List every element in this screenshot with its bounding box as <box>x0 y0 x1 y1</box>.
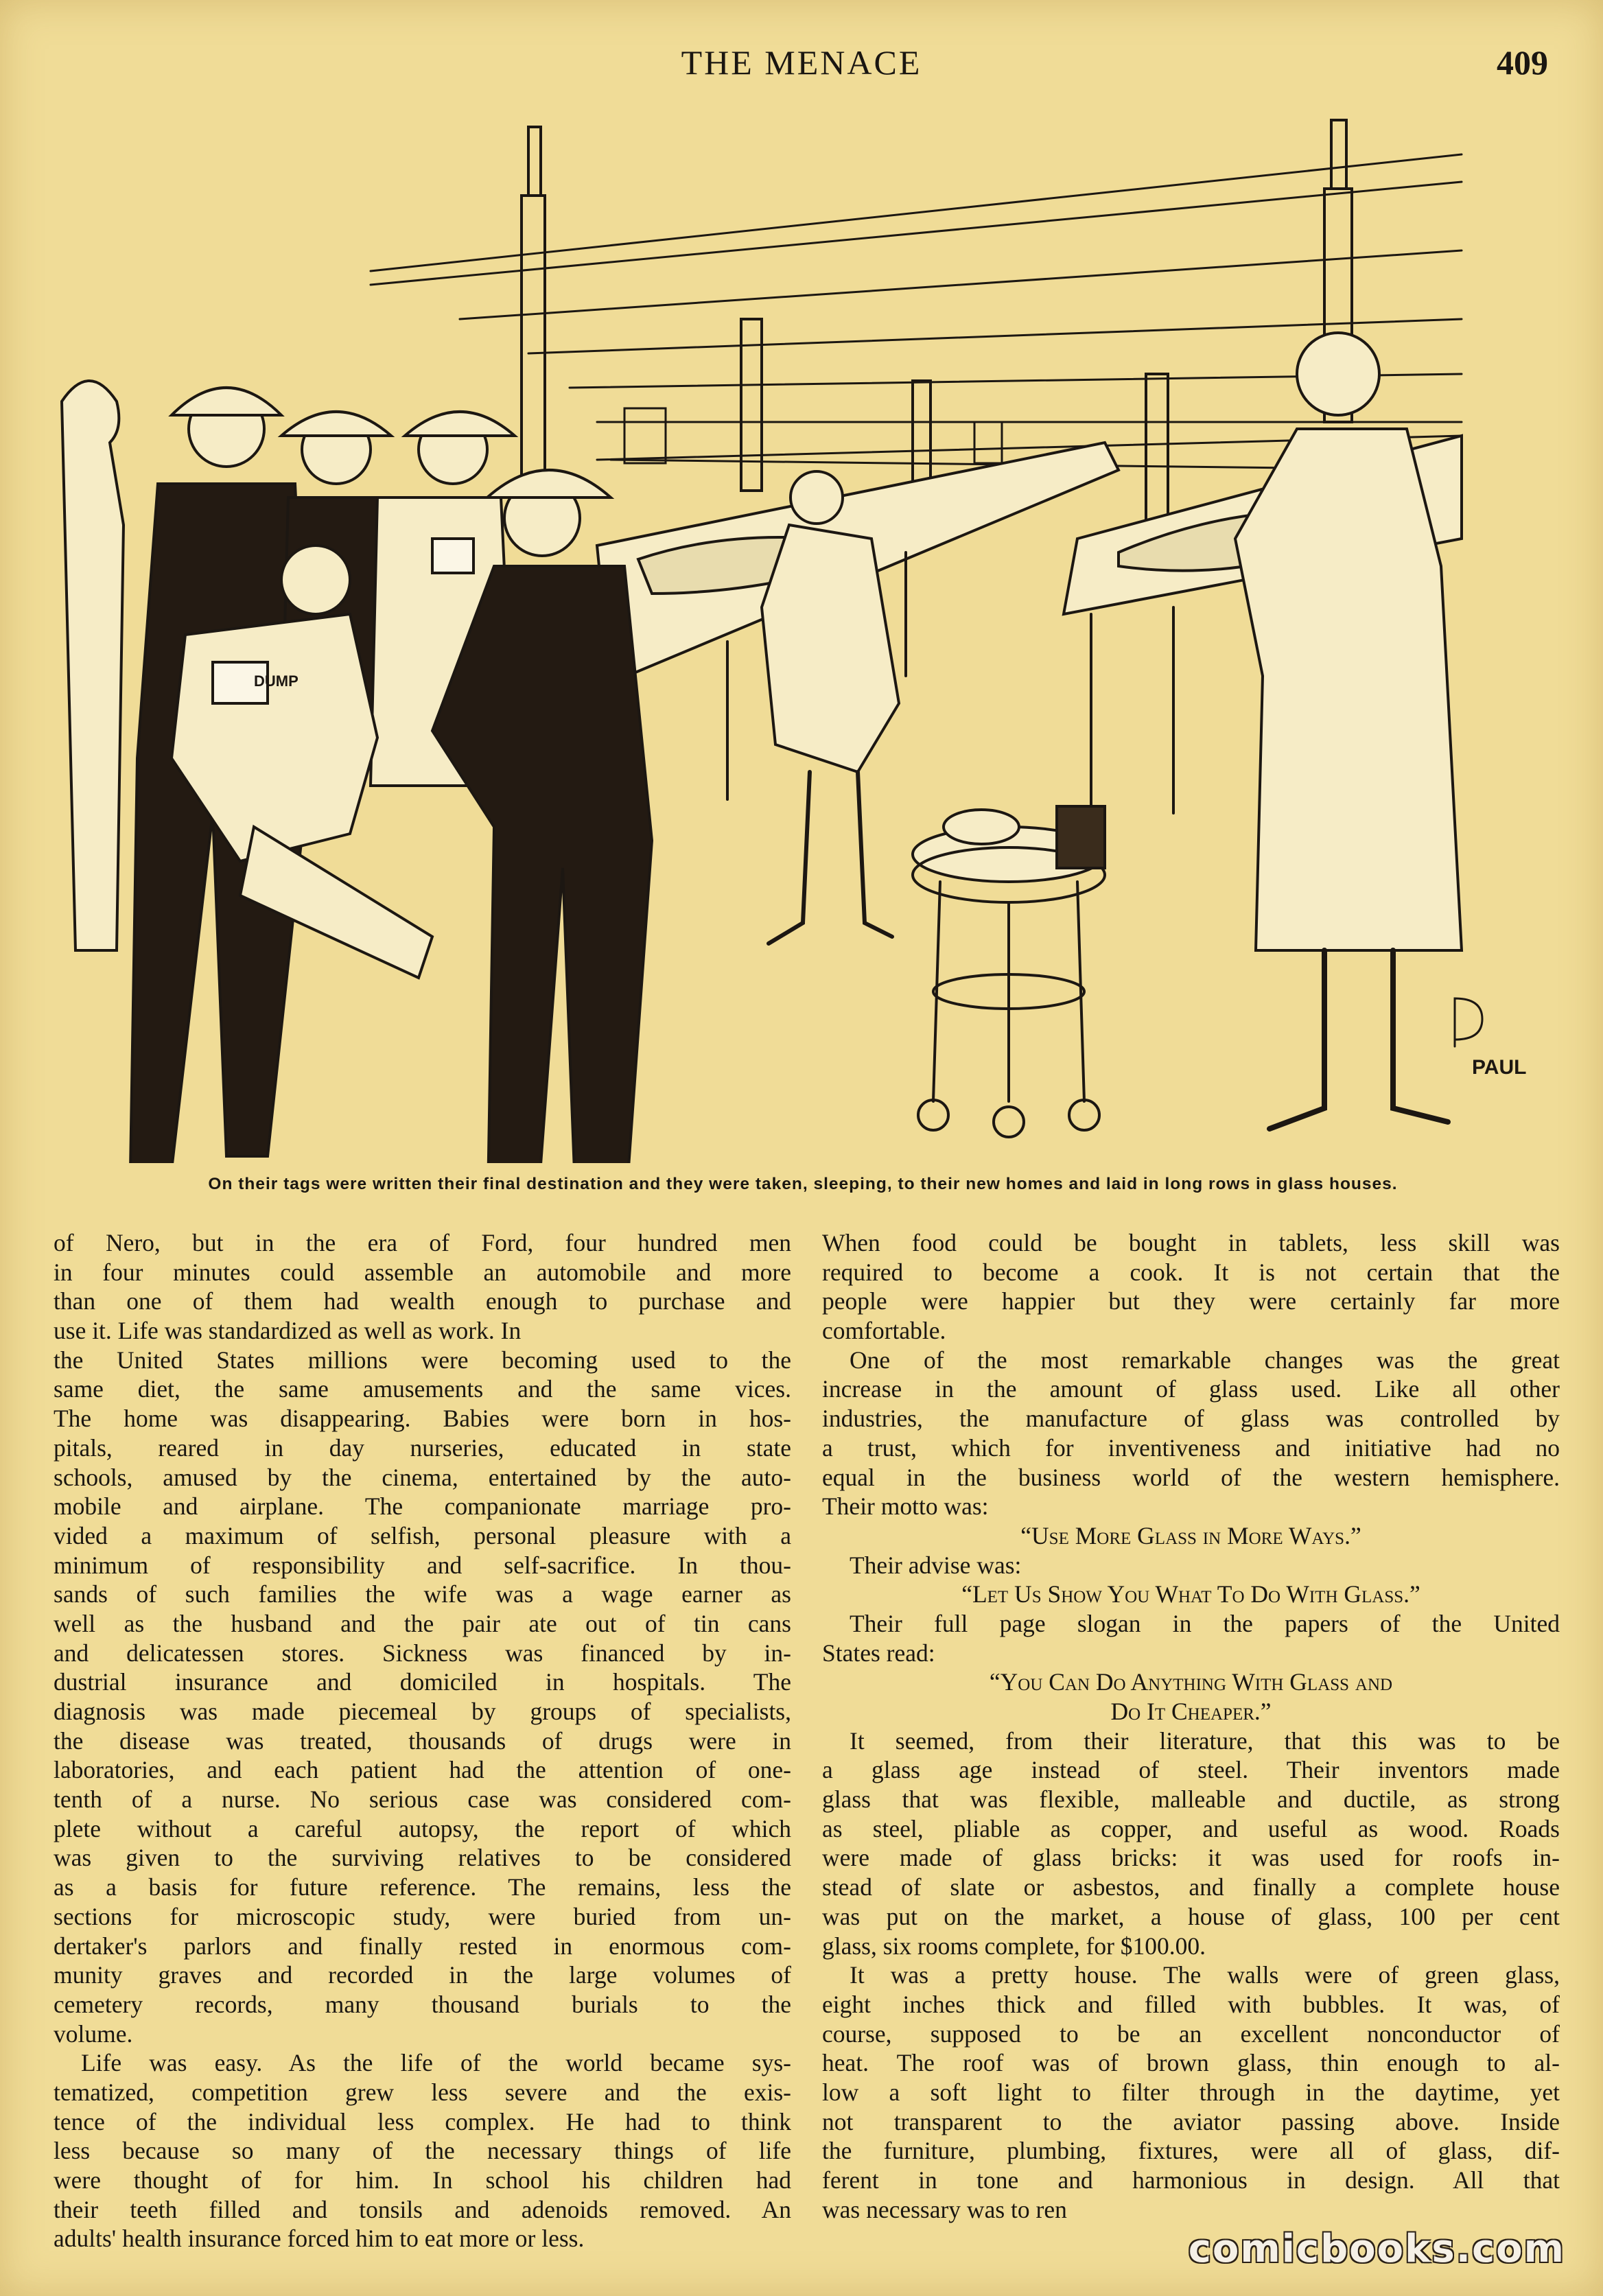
text-line: “Let Us Show You What To Do With Glass.” <box>961 1580 1420 1608</box>
text-line: use it. Life was standardized as well as work. In <box>54 1317 522 1345</box>
columns <box>522 120 1352 532</box>
text-line: minimum of responsibility and self-sacrifice. In thou- <box>54 1551 791 1579</box>
text-line: glass that was flexible, malleable and ductile, as strong <box>822 1785 1560 1814</box>
ceiling-beams <box>371 154 1462 470</box>
text-line: mobile and airplane. The companionate marriage pro- <box>54 1492 791 1521</box>
text-line: It was a pretty house. The walls were of green glass, <box>850 1961 1560 1989</box>
text-line: dertaker's parlors and finally rested in enormous com- <box>54 1932 791 1960</box>
text-line: not transparent to the aviator passing above. Inside <box>822 2107 1560 2135</box>
text-line: stead of slate or asbestos, and finally a complete house <box>822 1873 1560 1901</box>
text-line: required to become a cook. It is not certain that the <box>822 1258 1560 1286</box>
text-line: a trust, which for inventiveness and initiative had no <box>822 1433 1560 1462</box>
page-number: 409 <box>1497 43 1548 82</box>
text-line: the disease was treated, thousands of drugs were in <box>54 1726 791 1755</box>
text-line: ferent in tone and harmonious in design. All that <box>822 2166 1560 2194</box>
text-line: a glass age instead of steel. Their inventors made <box>822 1756 1560 1784</box>
illustration-glass-house-morgue <box>48 113 1558 1163</box>
text-line: than one of them had wealth enough to purchase and <box>54 1287 791 1315</box>
text-line: increase in the amount of glass used. Like all other <box>822 1375 1560 1403</box>
text-line: less because so many of the necessary things of life <box>54 2137 791 2165</box>
text-line: their teeth filled and tonsils and adenoids removed. An <box>54 2195 791 2223</box>
text-line: The home was disappearing. Babies were born in hos- <box>54 1405 791 1433</box>
artist-signature <box>1455 998 1482 1046</box>
text-line: the United States millions were becoming used to the <box>54 1346 791 1374</box>
text-line: plete without a careful autopsy, the report of which <box>54 1814 791 1842</box>
text-line: same diet, the same amusements and the same vices. <box>54 1375 791 1403</box>
text-line: cemetery records, many thousand burials to the <box>54 1990 791 2018</box>
text-line: volume. <box>54 2019 133 2048</box>
text-line: dustrial insurance and domiciled in hospitals. The <box>54 1668 791 1696</box>
text-line: tematized, competition grew less severe and the exis- <box>54 2078 791 2106</box>
text-line: “Use More Glass in More Ways.” <box>1020 1521 1361 1549</box>
text-line: vided a maximum of selfish, personal pleasure with a <box>54 1521 791 1549</box>
text-line: were made of glass bricks: it was used for roofs in- <box>822 1844 1560 1872</box>
round-side-table <box>913 806 1105 1137</box>
text-line: sections for microscopic study, were buried from un- <box>54 1902 791 1930</box>
text-line: Their advise was: <box>850 1551 1022 1579</box>
text-line: diagnosis was made piecemeal by groups of specialists, <box>54 1698 791 1725</box>
text-line: course, supposed to be an excellent nonconductor of <box>822 2019 1560 2048</box>
text-line: of Nero, but in the era of Ford, four hundred men <box>54 1229 791 1256</box>
text-line: Do It Cheaper.” <box>1110 1698 1272 1725</box>
text-line: “You Can Do Anything With Glass and <box>989 1668 1393 1696</box>
text-line: was put on the market, a house of glass, 100 per cent <box>822 1902 1560 1930</box>
illustration-caption: On their tags were written their final destination and they were taken, sleeping, to their new homes and laid in long rows in glass houses. <box>208 1175 1398 1193</box>
text-line: tenth of a nurse. No serious case was considered com- <box>54 1785 791 1814</box>
text-line: It seemed, from their literature, that this was to be <box>850 1726 1560 1755</box>
text-line: adults' health insurance forced him to eat more or less. <box>54 2225 585 2253</box>
tag-label: DUMP <box>254 672 299 690</box>
text-line: as steel, pliable as copper, and useful as wood. Roads <box>822 1814 1560 1842</box>
text-line: munity graves and recorded in the large volumes of <box>54 1961 791 1989</box>
text-line: States read: <box>822 1639 935 1667</box>
group-of-men-in-uniform <box>62 381 652 1163</box>
left-text-column <box>54 1228 791 2253</box>
text-line: was given to the surviving relatives to be considered <box>54 1844 791 1872</box>
text-line: the furniture, plumbing, fixtures, were all of glass, dif- <box>822 2137 1560 2165</box>
text-line: industries, the manufacture of glass was controlled by <box>822 1405 1560 1433</box>
text-line: in four minutes could assemble an automobile and more <box>54 1258 791 1286</box>
text-line: laboratories, and each patient had the attention of one- <box>54 1756 791 1784</box>
text-line: Life was easy. As the life of the world became sys- <box>81 2049 791 2077</box>
text-line: tence of the individual less complex. He had to think <box>54 2107 791 2135</box>
text-line: Their full page slogan in the papers of the United <box>850 1609 1560 1637</box>
text-line: low a soft light to filter through in the daytime, yet <box>822 2078 1560 2106</box>
text-line: heat. The roof was of brown glass, thin enough to al- <box>822 2049 1560 2077</box>
text-line: people were happier but they were certainly far more <box>822 1287 1560 1315</box>
text-line: pitals, reared in day nurseries, educated in state <box>54 1433 791 1462</box>
text-line: glass, six rooms complete, for $100.00. <box>822 1932 1206 1960</box>
text-line: One of the most remarkable changes was the great <box>850 1346 1560 1374</box>
text-line: were thought of for him. In school his children had <box>54 2166 791 2194</box>
text-line: as a basis for future reference. The remains, less the <box>54 1873 791 1901</box>
text-line: was necessary was to ren <box>822 2195 1067 2223</box>
text-line: eight inches thick and filled with bubbles. It was, of <box>822 1990 1560 2018</box>
text-line: sands of such families the wife was a wage earner as <box>54 1580 791 1608</box>
text-line: schools, amused by the cinema, entertained by the auto- <box>54 1463 791 1491</box>
text-line: and delicatessen stores. Sickness was financed by in- <box>54 1639 791 1667</box>
running-header-title: THE MENACE <box>681 43 922 82</box>
text-line: comfortable. <box>822 1317 946 1345</box>
text-line: Their motto was: <box>822 1492 989 1521</box>
text-line: well as the husband and the pair ate out of tin cans <box>54 1609 791 1637</box>
text-line: equal in the business world of the western hemisphere. <box>822 1463 1560 1491</box>
site-watermark: comicbooks.com <box>1188 2227 1565 2271</box>
right-text-column <box>822 1228 1560 2224</box>
illustration-signature: PAUL <box>1472 1056 1527 1079</box>
text-line: When food could be bought in tablets, less skill was <box>822 1229 1560 1256</box>
